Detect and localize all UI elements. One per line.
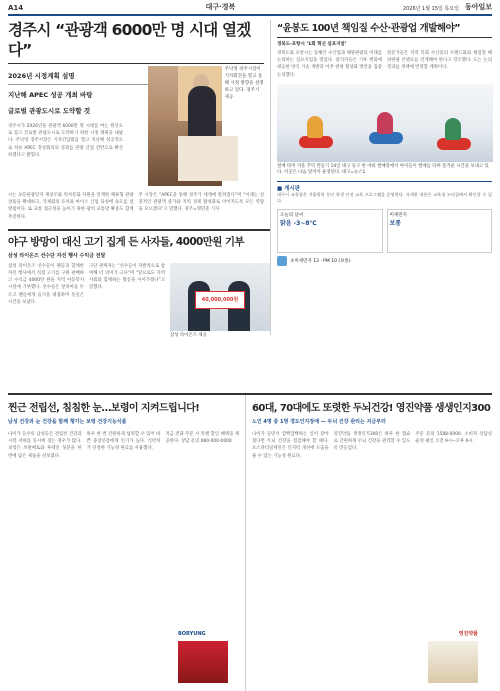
masthead: [8, 0, 492, 16]
notice-title: ■ 게시판: [277, 185, 301, 192]
ad-right-product: [428, 641, 478, 683]
mid-photo-wrap: [170, 263, 270, 340]
mid-body-col-2: 구단 관계자는 “선수들이 자발적으로 참여해 더 의미가 크다”며 “앞으로도 지역 사회와 함께하는 활동을 이어가겠다”고 말했다.: [89, 263, 165, 291]
mid-photo: [170, 263, 270, 331]
weather-panel: [277, 209, 492, 253]
ad-left-headline: 찐근 전립선, 침침한 눈…보령이 지켜드립니다!: [8, 403, 200, 414]
sled-photo: [277, 84, 493, 162]
lead-body-intro: 경주시가 2026년을 관광객 6000만 명 시대를 여는 원년으로 삼고 글로벌 관광도시로 도약하기 위한 시정 계획을 내놨다. 주낙영 경주시장은 기자간담회를 열고 지난해 성공적으로 치른 APEC 정상회의의 성과를 관광 산업 전반으로 확산하겠다고 밝혔다.: [8, 124, 123, 158]
sled-photo-caption: 썰매 타며 겨울 추억 만들기 14일 대구 동구 한 야외 썰매장에서 아이들이 썰매를 타며 즐거운 시간을 보내고 있다. 이곳은 다음 달까지 운영된다. 대구=뉴스1: [277, 163, 489, 176]
lead-body-col-2: 시는 보문관광단지 재창조와 역사문화 자원을 연계한 체류형 관광 상품을 확대하고, 국제회의 유치와 마이스 산업 육성에 속도를 낼 방침이다. 또 교통 접근성을 높이기 위한 광역 교통망 확충도 함께 추진한다.: [8, 193, 134, 220]
lead-photo-caption: 주낙영 경주시장이 기자회견을 열고 올해 시정 방향을 설명하고 있다. 경주시 제공: [224, 67, 264, 100]
kid-2: [377, 112, 393, 134]
ad-right-col-3: 주문 문의 1588-0000. 소비자 상담실 운영 평일 오전 9시~오후 6시.: [415, 432, 493, 445]
kid-1: [307, 116, 323, 138]
notice-board: [277, 181, 492, 205]
ad-left-brand: BORYUNG: [178, 631, 206, 637]
right-headline: “윤봉도 100년 책임질 수산·관광업 개발해야”: [277, 20, 492, 38]
ad-section: [8, 393, 492, 691]
lead-story: [8, 20, 270, 338]
air-quality-icon: [277, 256, 287, 266]
ad-left-sub: 남성 건강과 눈 건강을 함께 챙기는 보령 건강기능식품: [8, 419, 127, 425]
dust-label: 미세먼지: [389, 212, 407, 218]
ad-right-columns: [252, 431, 492, 460]
donation-check: 40,000,000원: [195, 291, 245, 309]
mid-deck: 삼성 라이온즈 선수단 자선 행사 수익금 전달: [8, 252, 106, 259]
air-quality-row: [277, 256, 492, 266]
right-body-col-1: 경북도와 포항시는 동해안 수산업과 해양관광의 미래를 논의하는 심포지엄을 열었다. 참석자들은 기후 변화에 대응한 양식 기술 개발과 어촌 관광 활성화 방안을 집중 논의했다.: [277, 51, 382, 78]
ad-right-col-2: 영진약품 생생인지300은 하루 한 캡슐로 간편하게 두뇌 건강을 관리할 수 있도록 만들었다.: [333, 432, 411, 452]
lead-photo: [148, 66, 222, 186]
section-title: 대구·경북: [205, 3, 236, 11]
lead-headline: 경주시 “관광객 6000만 명 시대 열겠다”: [8, 20, 264, 64]
lead-deck-1: 2026년 시정계획 설명: [8, 71, 148, 85]
ad-right-headline: 60대, 70대에도 또렷한 두뇌건강! 영진약품 생생인지300: [252, 403, 491, 414]
weather-label: 오늘의 날씨: [280, 212, 304, 218]
ad-left-columns: [8, 431, 239, 460]
lead-deck-2b: 글로벌 관광도시로 도약할 것: [8, 107, 91, 115]
mid-story: [8, 229, 270, 340]
ad-youngjin: [246, 395, 492, 691]
notice-body: 대구시 교육청은 겨울방학 동안 학생 안전 교육 프로그램을 운영한다. 자세한 내용은 교육청 누리집에서 확인할 수 있다.: [277, 191, 492, 204]
lead-body-columns: [8, 192, 264, 221]
weather-value: 맑음 -3~8℃: [280, 219, 317, 227]
right-body-columns: [277, 50, 492, 79]
lead-body-col-3: 주 시장은 “APEC을 통해 경주가 세계에 알려졌다”며 “이제는 실질적인 관광객 증가와 지역 경제 활성화로 이어지도록 모든 역량을 모으겠다”고 말했다. 경주=명민준 기자: [138, 193, 264, 213]
ad-left-col-3: 지금 전화 주문 시 특별 할인 혜택을 제공한다. 상담 문의 080-000-0000: [165, 432, 240, 445]
page-number: A14: [8, 4, 24, 12]
right-story: [270, 20, 492, 335]
newspaper-logo: 동아일보: [464, 2, 492, 11]
issue-date: 2026년 1월 15일 목요일: [402, 6, 459, 12]
mid-body-col-1: 삼성 라이온즈 선수들이 팬들과 함께한 자선 행사에서 직접 고기를 구워 판매하고 수익금 4000만 원을 지역 아동복지시설에 기부했다. 선수들은 앞치마를 두르고 팬들에게 음식을 대접하며 뜻깊은 시간을 보냈다.: [8, 263, 84, 305]
right-deck: 경북도·포항시 ‘1회 혁신 심포지엄’: [277, 42, 347, 47]
air-quality-label: 초미세먼지 13 · PM 10 (보통): [290, 258, 351, 264]
right-body-col-2: 전문가들은 지역 특화 수산물의 브랜드화와 체험형 해양관광 콘텐츠를 연계해야 한다고 강조했다. 도는 논의 결과를 정책에 반영할 계획이다.: [387, 51, 492, 71]
ad-left-col-2: 하루 한 번 간편하게 섭취할 수 있어 바쁜 중장년층에게 인기가 높다. 식약처가 인정한 기능성 원료를 사용했다.: [86, 432, 161, 452]
dust-value: 보통: [389, 219, 402, 227]
photo-podium: [178, 136, 238, 181]
lead-deck-2a: 지난해 APEC 성공 개최 바탕: [8, 91, 93, 99]
ad-right-brand: 영진약품: [458, 631, 478, 637]
mid-headline: 야구 방망이 대신 고기 집게 든 사자들, 4000만원 기부: [8, 235, 244, 248]
kid-3: [445, 118, 461, 140]
top-section: [8, 20, 492, 338]
weather-box: [277, 209, 383, 253]
mid-photo-caption: 삼성 라이온즈 제공: [170, 332, 207, 338]
ad-right-sub: 노인 4명 중 1명 경도인지장애 — 두뇌 건강 관리는 지금부터: [252, 419, 386, 425]
ad-right-col-1: 나이가 들면서 깜빡깜빡하는 일이 잦아졌다면 두뇌 건강을 점검해야 할 때다. 포스파티딜세린은 인지력 개선에 도움을 줄 수 있는 기능성 원료다.: [252, 432, 329, 459]
lead-photo-row: [8, 66, 264, 186]
ad-left-product: [178, 641, 228, 683]
lead-decks: [8, 66, 148, 186]
ad-boryung: [8, 395, 246, 691]
ad-left-col-1: 나이가 들수록 남성들은 전립선 건강과 시력 저하를 동시에 겪는 경우가 많다. 보령은 쏘팔메토와 루테인 성분을 한 번에 담은 제품을 선보였다.: [8, 432, 82, 459]
mid-body: [8, 263, 270, 340]
dust-box: [387, 209, 493, 253]
